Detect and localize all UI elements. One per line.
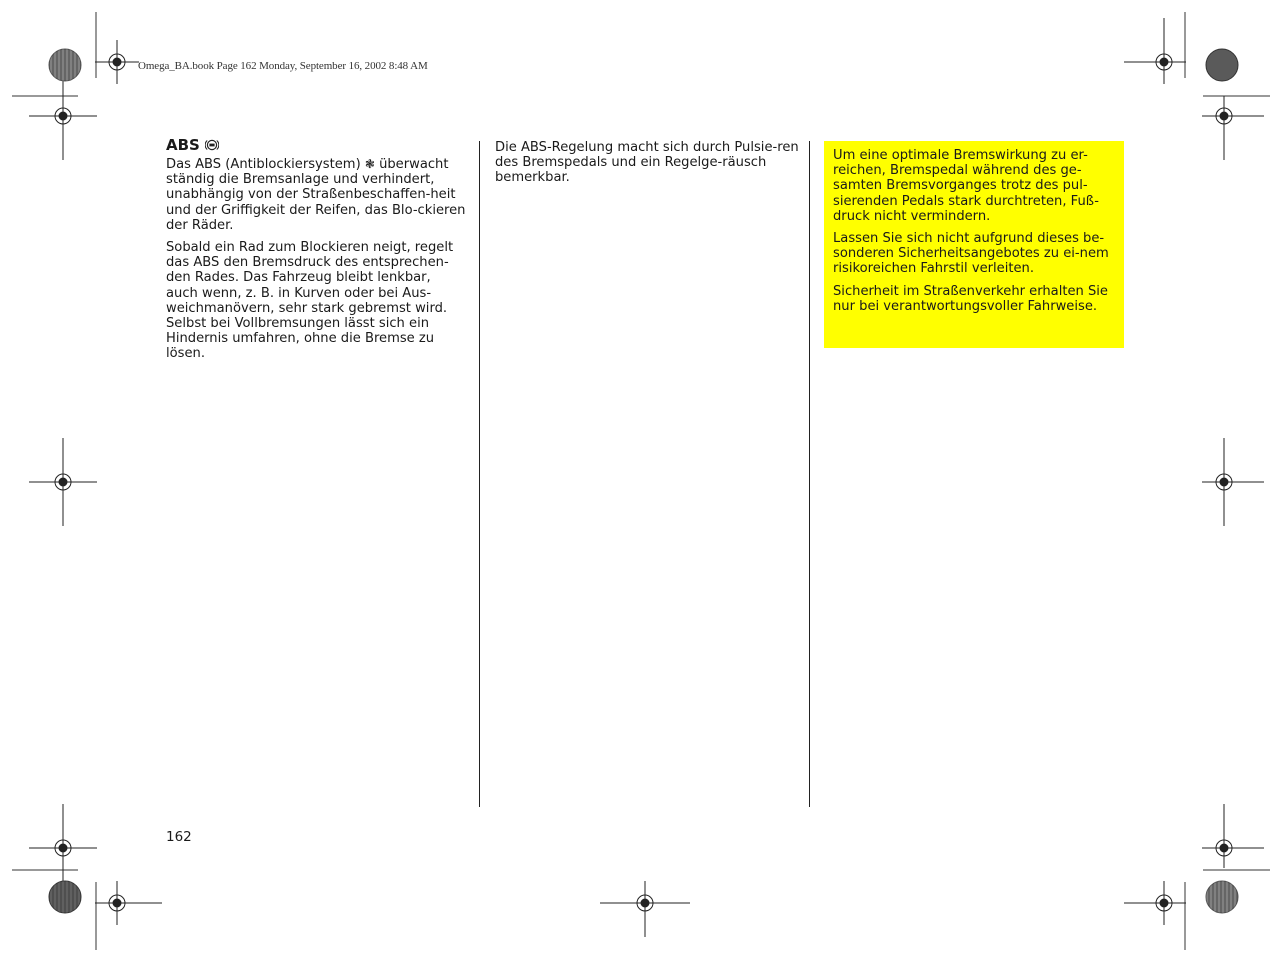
print-slug: Omega_BA.book Page 162 Monday, September 16, 2002 8:48 AM (138, 60, 428, 72)
column-divider-1 (479, 141, 480, 807)
page-number: 162 (166, 829, 192, 845)
gear-symbol-icon: ❃ (364, 157, 375, 171)
section-heading (166, 136, 466, 154)
abs-function-paragraph: Sobald ein Rad zum Blockieren neigt, regelt das ABS den Bremsdruck des entsprechen-den Rades. Das Fahrzeug bleibt lenkbar, auch wenn, z. B. in Kurven oder bei Aus-weichmanövern, sehr stark gebremst wird. Selbst bei Vollbremsungen lässt sich ein Hindernis umfahren, ohne die Bremse zu lösen. (166, 240, 454, 362)
abs-warning-lamp-icon (205, 139, 219, 151)
abs-regulation-paragraph: Die ABS-Regelung macht sich durch Pulsie-ren des Bremspedals und ein Regelge-räusch bemerkbar. (495, 140, 799, 186)
warning-paragraph-2: Lassen Sie sich nicht aufgrund dieses be-sonderen Sicherheitsangebotes zu ei-nem risikoreichen Fahrstil verleiten. (833, 231, 1109, 277)
warning-paragraph-1: Um eine optimale Bremswirkung zu er-reichen, Bremspedal während des ge-samten Bremsvorganges trotz des pul-sierenden Pedals stark durchtreten, Fuß-druck nicht vermindern. (833, 148, 1099, 224)
warning-paragraph-3: Sicherheit im Straßenverkehr erhalten Sie nur bei verantwortungsvoller Fahrweise. (833, 283, 1108, 314)
column-divider-2 (809, 141, 810, 807)
warning-box (824, 141, 1124, 348)
abs-description-paragraph: Das ABS (Antiblockiersystem) ❃ überwacht ständig die Bremsanlage und verhindert, unabhängig von der Straßenbeschaffen-heit und der Griffigkeit der Reifen, das Blo-ckieren der Räder. (166, 157, 466, 233)
section-title: ABS (166, 136, 200, 154)
column-left (166, 136, 466, 369)
column-middle (495, 140, 800, 193)
